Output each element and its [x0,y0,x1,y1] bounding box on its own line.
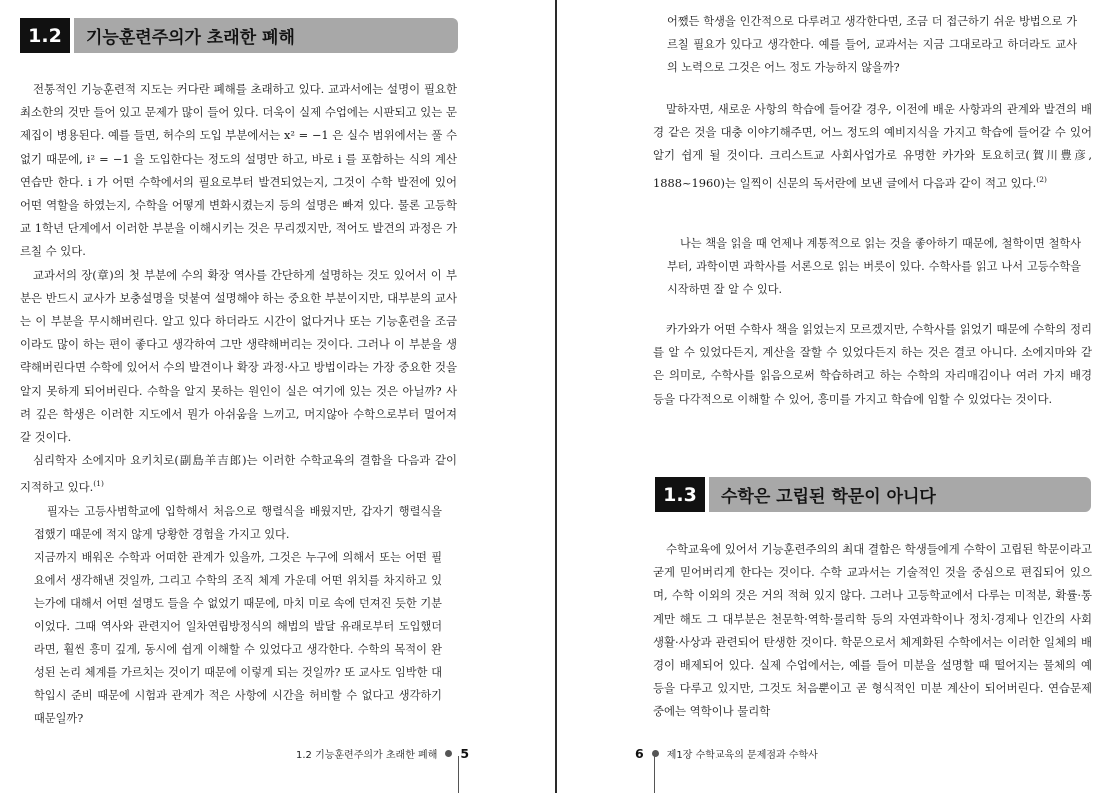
footnote-marker: (2) [1036,174,1047,184]
section-number: 1.3 [655,477,705,512]
section-header-1-3 [655,477,1091,512]
right-body-1 [653,98,1092,195]
right-body-2 [653,318,1092,411]
quote-paragraph: 지금까지 배워온 수학과 어떠한 관계가 있을까, 그것은 누구에 의해서 또는 어떤 필요에서 생각해낸 것일까, 그리고 수학의 조직 체계 가운데 어떤 위치를 차지하고 있는가에 대해서 어떤 설명도 들을 수 없었기 때문에, 마치 미로 속에 던져진 듯한 기분이었다. 그때 역사와 관련지어 일차연립방정식의 해법의 발달 유래로부터 도입했더라면, 훨씬 흥미 깊게, 동시에 쉽게 이해할 수 있었다고 생각한다. 수학의 목적이 완성된 논리 체계를 가르치는 것이기 때문에 이렇게 되는 것일까? 또 교사도 임박한 대학입시 준비 때문에 시험과 관계가 적은 사항에 시간을 허비할 수 없다고 생각하기 때문일까? [34,551,442,725]
paragraph-text: 말하자면, 새로운 사항의 학습에 들어갈 경우, 이전에 배운 사항과의 관계와 발견의 배경 같은 것을 대충 이야기해주면, 어느 정도의 예비지식을 가지고 학습에 들어갈 수 있어 알기 쉽게 될 것이다. 크리스트교 사회사업가로 유명한 카가와 토요히코(賀川豊彦, 1888~1960)는 일찍이 신문의 독서란에 보낸 글에서 다음과 같이 적고 있다. [653,102,1092,190]
paragraph [653,98,1092,195]
section-header-1-2 [20,18,458,53]
page-number: 5 [460,745,470,761]
quote-paragraph: 필자는 고등사범학교에 입학해서 처음으로 행렬식을 배웠지만, 갑자기 행렬식을 접했기 때문에 적지 않게 당황한 경험을 가지고 있다. [34,505,442,541]
running-head: 제1장 수학교육의 문제점과 수학사 [666,749,818,761]
left-body [20,78,457,499]
quote-paragraph: 어쨌든 학생을 인간적으로 다루려고 생각한다면, 조금 더 접근하기 쉬운 방법으로 가르칠 필요가 있다고 생각한다. 예를 들어, 교과서는 지금 그대로라고 하더라도 교사의 노력으로 그것은 어느 정도 가능하지 않을까? [667,15,1077,74]
quote-paragraph: 나는 책을 읽을 때 언제나 계통적으로 읽는 것을 좋아하기 때문에, 철학이면 철학사부터, 과학이면 과학사를 서론으로 읽는 버릇이 있다. 수학사를 읽고 나서 고등수학을 시작하면 잘 알 수 있다. [667,237,1081,296]
section-number: 1.2 [20,18,70,53]
section-title: 수학은 고립된 학문이 아니다 [709,477,1091,512]
left-footer [296,743,469,763]
paragraph: 교과서의 장(章)의 첫 부분에 수의 확장 역사를 간단하게 설명하는 것도 있어서 이 부분은 반드시 교사가 보충설명을 덧붙여 설명해야 하는 중요한 부분이지만, 대부분의 교사는 이 부분을 무시해버린다. 알고 있다 하더라도 시간이 없다거나 또는 기능훈련을 조금이라도 많이 하는 편이 좋다고 생각하여 그만 생략해버리는 것이다. 그러나 이 부분을 생략해버린다면 수학에 있어서 수의 발견이나 확장 과정·사고 방법이라는 가장 중요한 것을 알지 못하게 되어버린다. 수학을 알지 못하는 원인이 실은 여기에 있는 것은 아닐까? 사려 깊은 학생은 이러한 지도에서 뭔가 아쉬움을 느끼고, 머지않아 수학으로부터 멀어져 갈 것이다. [20,267,457,445]
paragraph: 수학교육에 있어서 기능훈련주의의 최대 결함은 학생들에게 수학이 고립된 학문이라고 굳게 믿어버리게 한다는 것이다. 수학 교과서는 기술적인 것을 중심으로 편집되어 있으며, 수학 이외의 것은 거의 적혀 있지 않다. 그러나 고등학교에서 다루는 미적분, 확률·통계만 해도 그 대부분은 천문학·역학·물리학 등의 자연과학이나 정치·경제나 인간의 사회생활·사상과 관련되어 탄생한 것이다. 학문으로서 체계화된 수학에서는 이러한 일체의 배경이 배제되어 있다. 실제 수업에서는, 예를 들어 미분을 설명할 때 떨어지는 물체의 예 등을 다루고 있지만, 그것도 처음뿐이고 곧 형식적인 미분 계산이 되어버린다. 연습문제 중에는 역학이나 물리학 [653,542,1092,719]
paragraph: 카가와가 어떤 수학사 책을 읽었는지 모르겠지만, 수학사를 읽었기 때문에 수학의 정리를 알 수 있었다든지, 계산을 잘할 수 있었다든지 하는 것은 결코 아니다. 소에지마와 같은 의미로, 수학사를 읽음으로써 학습하려고 하는 수학의 자리매김이나 여러 가지 배경 등을 다각적으로 이해할 수 있어, 흥미를 가지고 학습에 임할 수 있었다는 것이다. [653,322,1092,406]
right-footer [635,743,818,763]
right-page [557,0,1113,793]
footer-dot [652,750,659,757]
paragraph: 전통적인 기능훈련적 지도는 커다란 폐해를 초래하고 있다. 교과서에는 설명이 필요한 최소한의 것만 들어 있고 문제가 많이 들어 있다. 더욱이 실제 수업에는 시판되고 있는 문제집이 병용된다. 예를 들면, 허수의 도입 부분에서는 x² = −1 은 실수 범위에서는 풀 수 없기 때문에, i² = −1 을 도입한다는 정도의 설명만 하고, 바로 i 를 포함하는 식의 계산 연습만 한다. i 가 어떤 수학에서의 필요로부터 발견되었는지, 그것이 수학 발전에 있어 어떤 역할을 하였는지, 수학을 어떻게 변화시켰는지 등의 설명은 빠져 있다. 물론 고등학교 1학년 단계에서 이러한 부분을 이해시키는 것은 무리겠지만, 적어도 발견의 과정은 가르칠 수 있다. [20,82,457,259]
paragraph-text: 심리학자 소에지마 요키치로(副島羊吉郎)는 이러한 수학교육의 결함을 다음과 같이 지적하고 있다. [20,453,457,495]
footer-rule [458,756,459,793]
right-body-3 [653,538,1092,724]
block-quote [34,500,442,730]
paragraph [20,449,457,499]
footnote-marker: (1) [93,479,104,489]
footer-dot [445,750,452,757]
running-head: 1.2 기능훈련주의가 초래한 폐해 [296,749,438,761]
block-quote [667,232,1081,301]
left-page [0,0,555,793]
page-number: 6 [635,745,644,761]
section-title: 기능훈련주의가 초래한 폐해 [74,18,458,53]
block-quote-continued [667,10,1077,79]
